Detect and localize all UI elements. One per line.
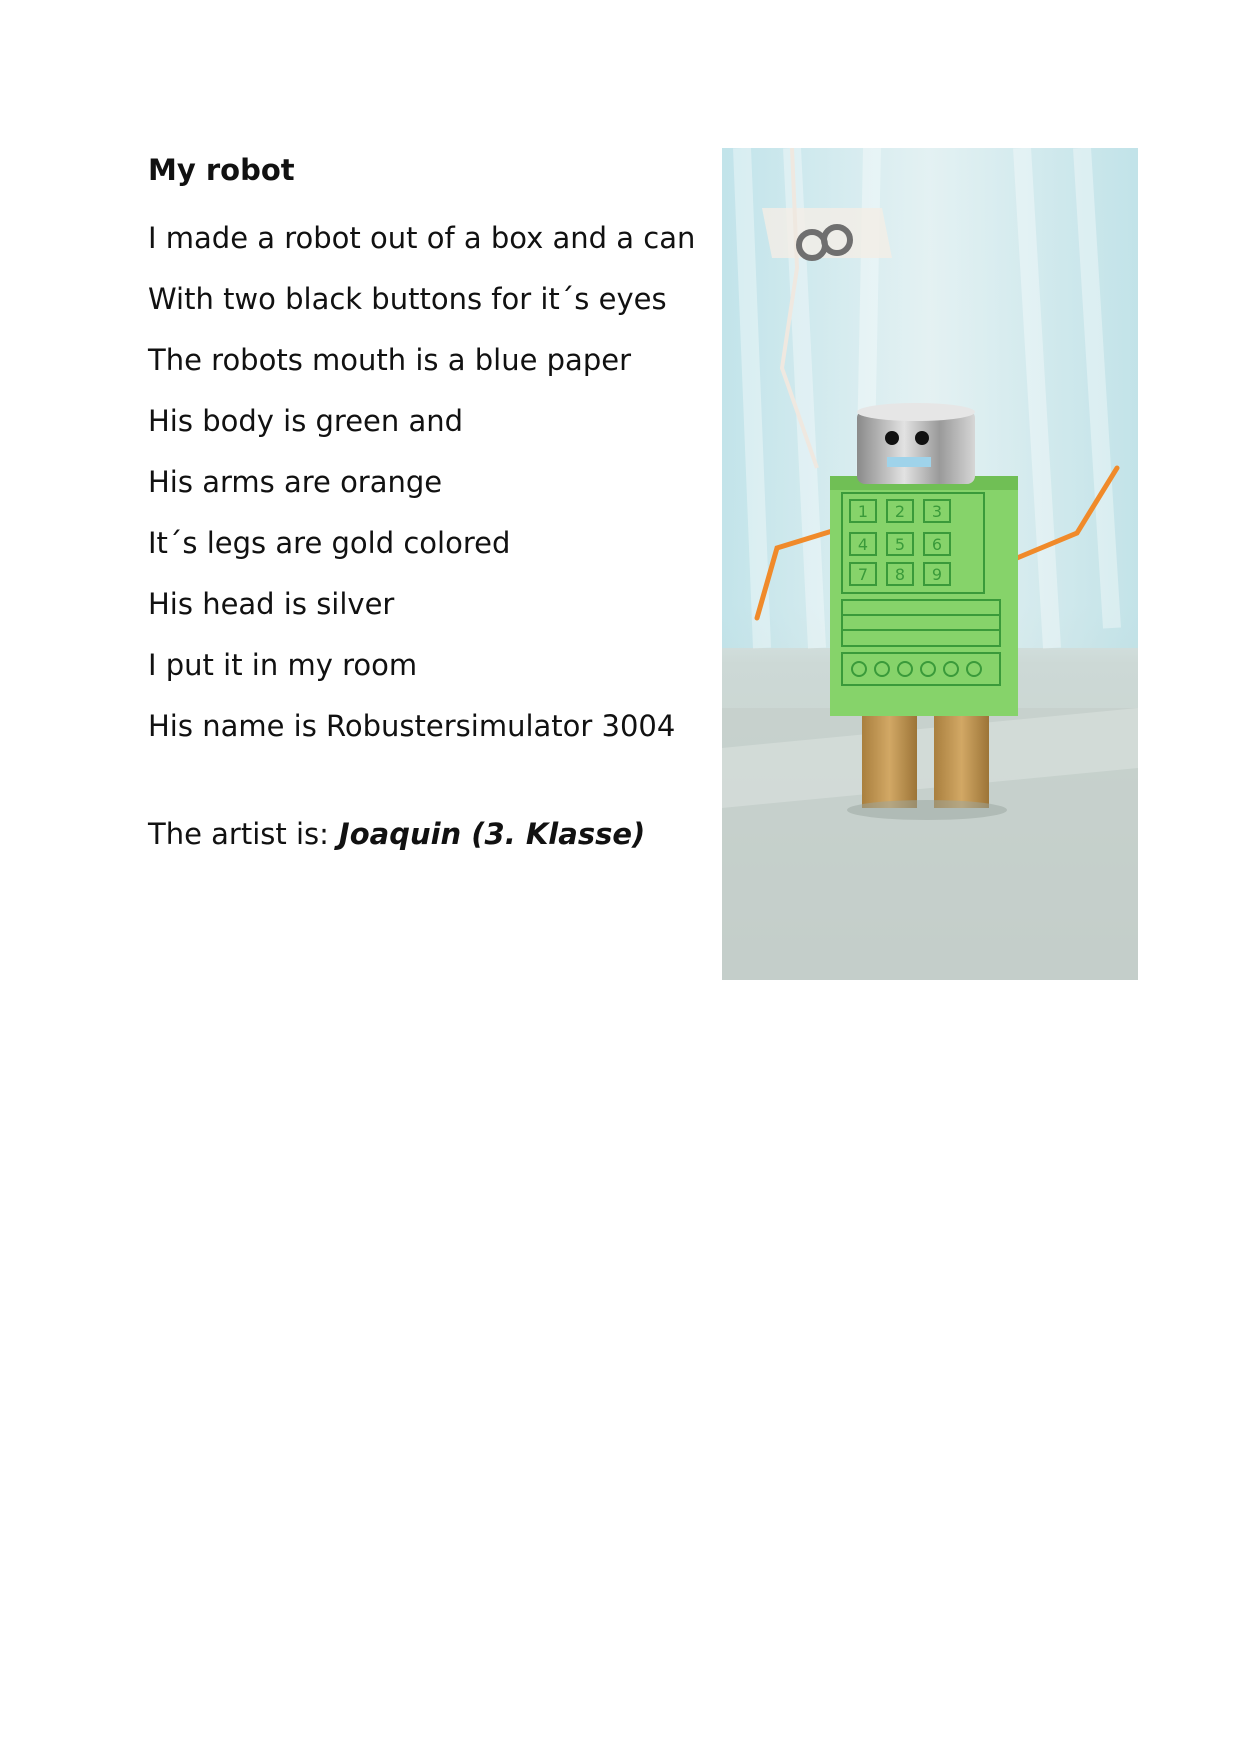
artist-label: The artist is:: [148, 817, 329, 851]
artist-name: Joaquin (3. Klasse): [338, 817, 646, 851]
robot-head: [857, 410, 975, 484]
poem-line: His arms are orange: [148, 465, 443, 499]
keypad-digit: 9: [931, 565, 943, 584]
robot-leg-left: [862, 708, 917, 808]
robot-leg-right: [934, 708, 989, 808]
robot-photo-illustration: [722, 148, 1138, 980]
artist-credit: [148, 817, 708, 851]
keypad-digit: 8: [894, 565, 906, 584]
keypad-digit: 4: [857, 535, 869, 554]
poem-line: His name is Robustersimulator 3004: [148, 709, 676, 743]
keypad-digit: 6: [931, 535, 943, 554]
keypad-digit: 1: [857, 502, 869, 521]
poem-title: My robot: [148, 153, 295, 187]
robot-head-top: [857, 403, 975, 421]
poem: [148, 148, 708, 851]
robot-photo: [722, 148, 1138, 980]
keypad-digit: 3: [931, 502, 943, 521]
poem-line: His head is silver: [148, 587, 395, 621]
keypad-digit: 7: [857, 565, 869, 584]
poem-line: The robots mouth is a blue paper: [148, 343, 632, 377]
robot-eye-left: [885, 431, 899, 445]
poem-line: His body is green and: [148, 404, 464, 438]
poem-line: With two black buttons for it´s eyes: [148, 282, 667, 316]
leg-shadow: [847, 800, 1007, 820]
poem-line: I made a robot out of a box and a can: [148, 221, 696, 255]
keypad-digit: 5: [894, 535, 906, 554]
robot-mouth: [887, 457, 931, 467]
poem-line: It´s legs are gold colored: [148, 526, 511, 560]
poem-line: I put it in my room: [148, 648, 418, 682]
robot-eye-right: [915, 431, 929, 445]
keypad-digit: 2: [894, 502, 906, 521]
